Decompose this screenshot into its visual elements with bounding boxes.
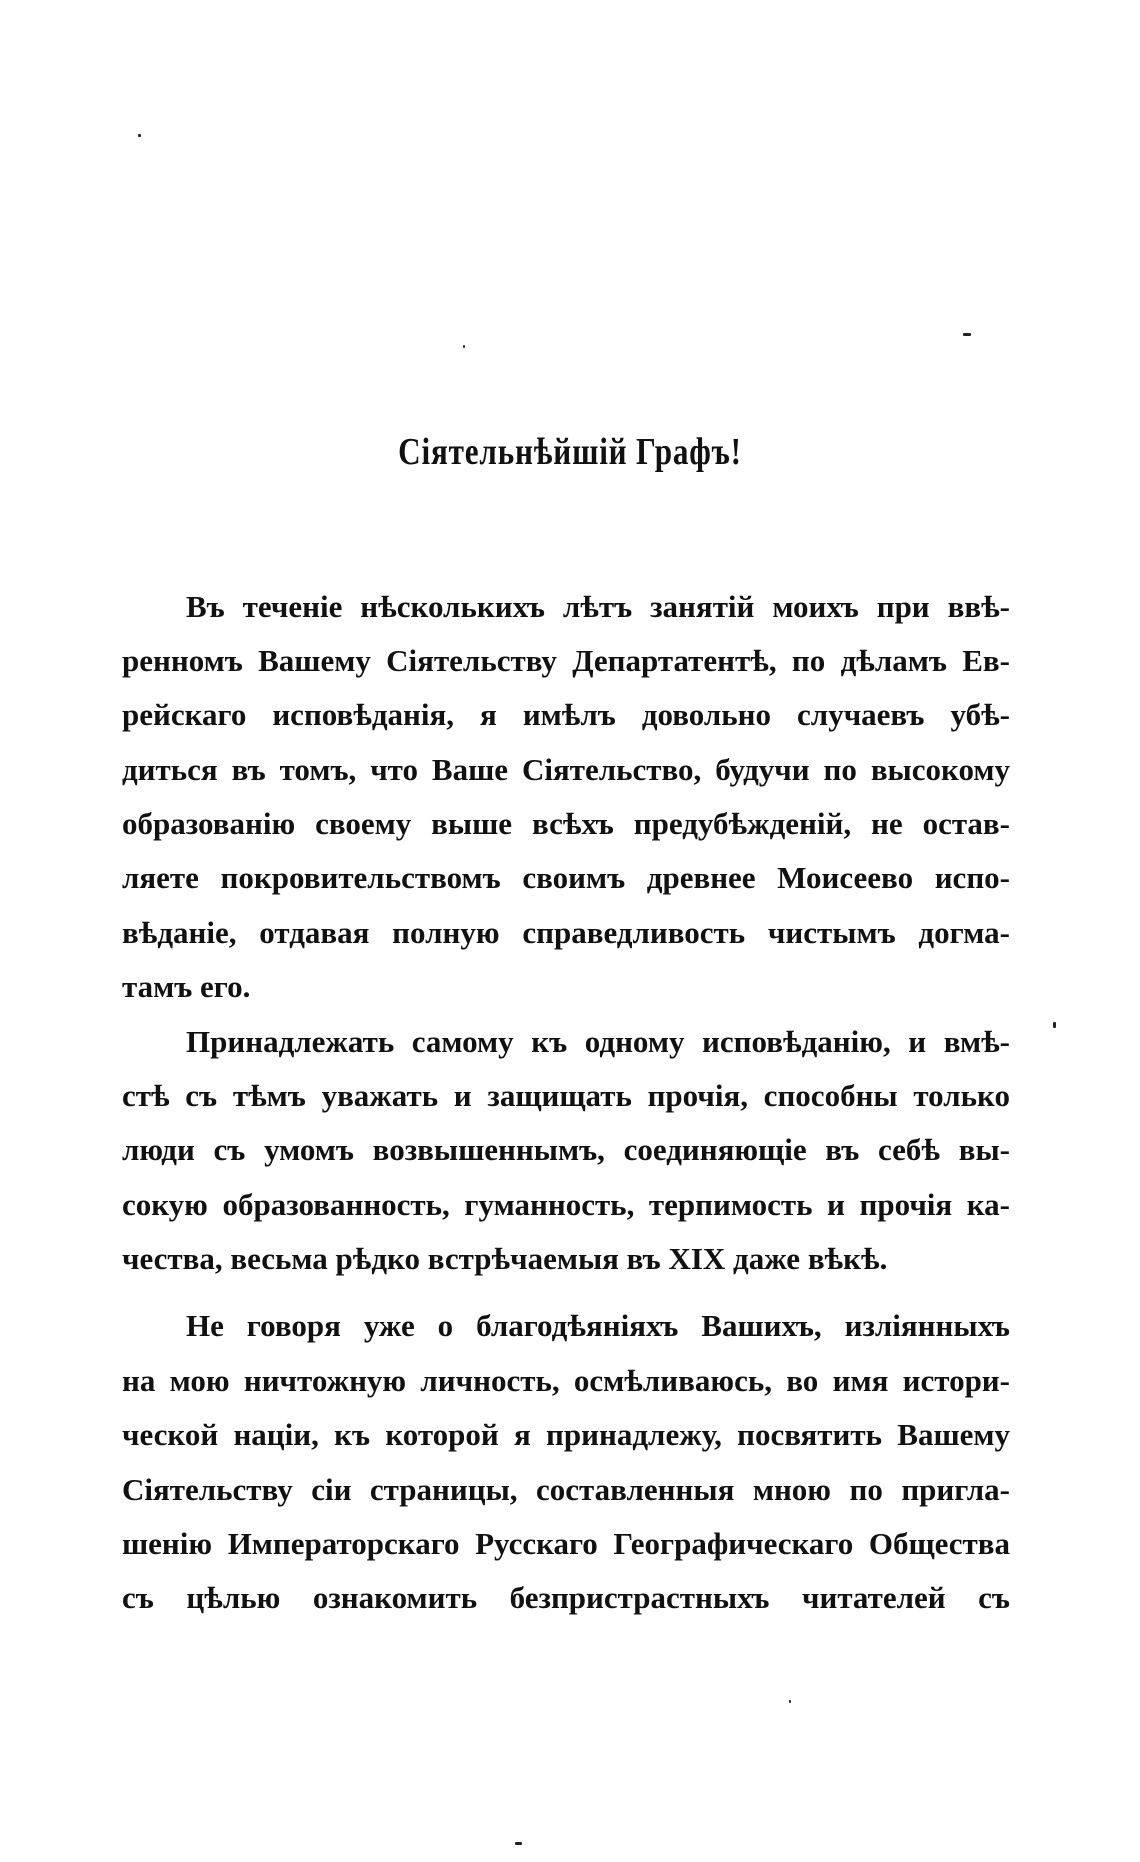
scan-speck	[463, 345, 465, 348]
text-line: сокую образованность, гуманность, терпимость и прочія ка-	[122, 1187, 1010, 1222]
text-line: ческой націи, къ которой я принадлежу, посвятить Вашему	[122, 1417, 1010, 1452]
text-line: Принадлежать самому къ одному исповѣданію, и вмѣ-	[186, 1024, 1010, 1059]
text-line: на мою ничтожную личность, осмѣливаюсь, во имя истори-	[122, 1363, 1010, 1398]
dedication-heading: Сіятельнѣйшій Графъ!	[398, 431, 742, 473]
text-line: Не говоря уже о благодѣяніяхъ Вашихъ, изліянныхъ	[186, 1308, 1010, 1343]
text-line: тамъ его.	[122, 969, 251, 1004]
text-line: Сіятельству сіи страницы, составленныя мною по пригла-	[122, 1472, 1010, 1507]
text-line: рейскаго исповѣданія, я имѣлъ довольно случаевъ убѣ-	[122, 697, 1010, 732]
text-line: съ цѣлью ознакомить безпристрастныхъ читателей съ	[122, 1580, 1010, 1615]
text-line: Въ теченіе нѣсколькихъ лѣтъ занятій моихъ при ввѣ-	[186, 589, 1010, 624]
text-line: вѣданіе, отдавая полную справедливость чистымъ догма-	[122, 915, 1010, 950]
scan-speck	[789, 1700, 791, 1703]
scan-speck	[138, 134, 141, 137]
text-line: ляете покровительствомъ своимъ древнее Моисеево испо-	[122, 860, 1010, 895]
scan-speck	[515, 1842, 522, 1845]
text-line: шенію Императорскаго Русскаго Географическаго Общества	[122, 1526, 1010, 1561]
scan-speck	[1053, 1022, 1056, 1028]
scan-speck	[963, 333, 971, 336]
text-line: ренномъ Вашему Сіятельству Департатентѣ, по дѣламъ Ев-	[122, 643, 1010, 678]
text-line: люди съ умомъ возвышеннымъ, соединяющіе въ себѣ вы-	[122, 1132, 1010, 1167]
text-line: стѣ съ тѣмъ уважать и защищать прочія, способны только	[122, 1078, 1010, 1113]
text-line: образованію своему выше всѣхъ предубѣжденій, не остав-	[122, 806, 1010, 841]
text-line: диться въ томъ, что Ваше Сіятельство, будучи по высокому	[122, 752, 1010, 787]
text-line: чества, весьма рѣдко встрѣчаемыя въ XIX даже вѣкѣ.	[122, 1241, 888, 1276]
